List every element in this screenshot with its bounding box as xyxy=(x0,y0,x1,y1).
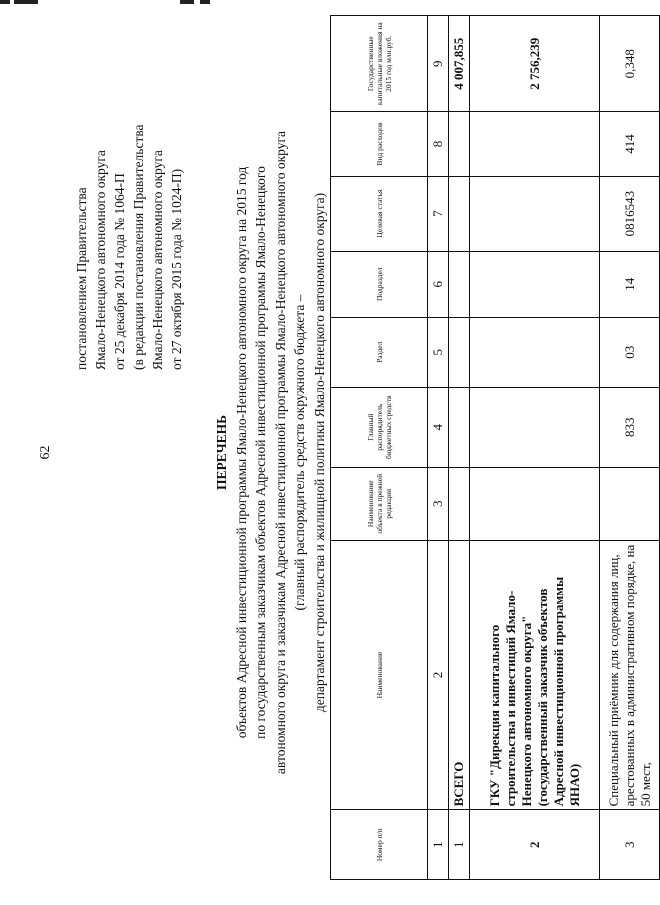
title-line: департамент строительства и жилищной политики Ямало-Ненецкого автономного округа) xyxy=(311,192,327,713)
row-name: ВСЕГО xyxy=(449,540,470,810)
row-grbs: 833 xyxy=(600,387,660,467)
col-number: 7 xyxy=(428,176,449,251)
row-value: 4 007,855 xyxy=(449,16,470,112)
row-num: 3 xyxy=(600,810,660,880)
row-cell xyxy=(449,317,470,387)
row-cell xyxy=(449,112,470,176)
row-cs xyxy=(470,176,600,251)
document-heading: ПЕРЕЧЕНЬ xyxy=(214,414,229,491)
row-razdel: 03 xyxy=(600,317,660,387)
col-number: 1 xyxy=(428,810,449,880)
table-header-row xyxy=(331,16,428,880)
header-grbs: Главный распорядитель бюджетных средств xyxy=(331,387,428,467)
objects-table xyxy=(330,15,660,880)
row-podrazdel: 14 xyxy=(600,251,660,317)
row-prev-name xyxy=(470,467,600,540)
header-num: Номер п/п xyxy=(331,810,428,880)
col-number: 3 xyxy=(428,467,449,540)
title-line: автономного округа и заказчикам Адресной инвестиционной программы Ямало-Ненецкого автономного округа xyxy=(272,130,288,775)
header-block xyxy=(72,124,186,370)
table-row xyxy=(470,16,600,880)
col-number: 8 xyxy=(428,112,449,176)
header-line: от 27 октября 2015 года № 1024-П) xyxy=(169,168,184,370)
page-number: 62 xyxy=(38,445,53,460)
header-line: Ямало-Ненецкого автономного округа xyxy=(150,150,165,370)
header-line: от 25 декабря 2014 года № 1064-П xyxy=(112,173,127,370)
row-cell xyxy=(449,467,470,540)
header-line: Ямало-Ненецкого автономного округа xyxy=(93,150,108,370)
header-line: постановлением Правительства xyxy=(74,187,89,370)
title-line: (главный распорядитель средств окружного бюджета – xyxy=(292,294,307,611)
row-prev-name xyxy=(600,467,660,540)
row-vr xyxy=(470,112,600,176)
title-block xyxy=(212,0,329,905)
row-value: 0,348 xyxy=(600,16,660,112)
title-line: по государственным заказчикам объектов Адресной инвестиционной программы Ямало-Ненецкого xyxy=(253,166,268,739)
header-name: Наименование xyxy=(331,540,428,810)
header-value: Государственные капитальные вложения на 2015 год млн.руб. xyxy=(331,16,428,112)
row-value: 2 756,239 xyxy=(470,16,600,112)
header-prev-name: Наименование объекта в прежней редакции xyxy=(331,467,428,540)
row-grbs xyxy=(470,387,600,467)
col-number: 2 xyxy=(428,540,449,810)
row-cell xyxy=(449,387,470,467)
row-name: Специальный приёмник для содержания лиц, арестованных в административном порядке, на 50 мест, xyxy=(600,540,660,810)
row-name: ГКУ "Дирекция капитального строительства и инвестиций Ямало-Ненецкого автономного округа" (государственный заказчик объектов Адресной инвестиционной программы ЯНАО) xyxy=(470,540,600,810)
row-podrazdel xyxy=(470,251,600,317)
header-line: (в редакции постановления Правительства xyxy=(131,124,146,370)
row-razdel xyxy=(470,317,600,387)
row-num: 2 xyxy=(470,810,600,880)
header-podrazdel: Подраздел xyxy=(331,251,428,317)
table-row xyxy=(600,16,660,880)
row-num: 1 xyxy=(449,810,470,880)
col-number: 4 xyxy=(428,387,449,467)
row-cell xyxy=(449,176,470,251)
total-row xyxy=(449,16,470,880)
col-number: 9 xyxy=(428,16,449,112)
row-cs: 0816543 xyxy=(600,176,660,251)
col-number: 6 xyxy=(428,251,449,317)
col-number: 5 xyxy=(428,317,449,387)
row-cell xyxy=(449,251,470,317)
row-vr: 414 xyxy=(600,112,660,176)
header-vr: Вид расходов xyxy=(331,112,428,176)
header-razdel: Раздел xyxy=(331,317,428,387)
title-line: объектов Адресной инвестиционной программы Ямало-Ненецкого автономного округа на 2015 год xyxy=(233,166,249,739)
column-number-row xyxy=(428,16,449,880)
header-cs: Целевая статья xyxy=(331,176,428,251)
